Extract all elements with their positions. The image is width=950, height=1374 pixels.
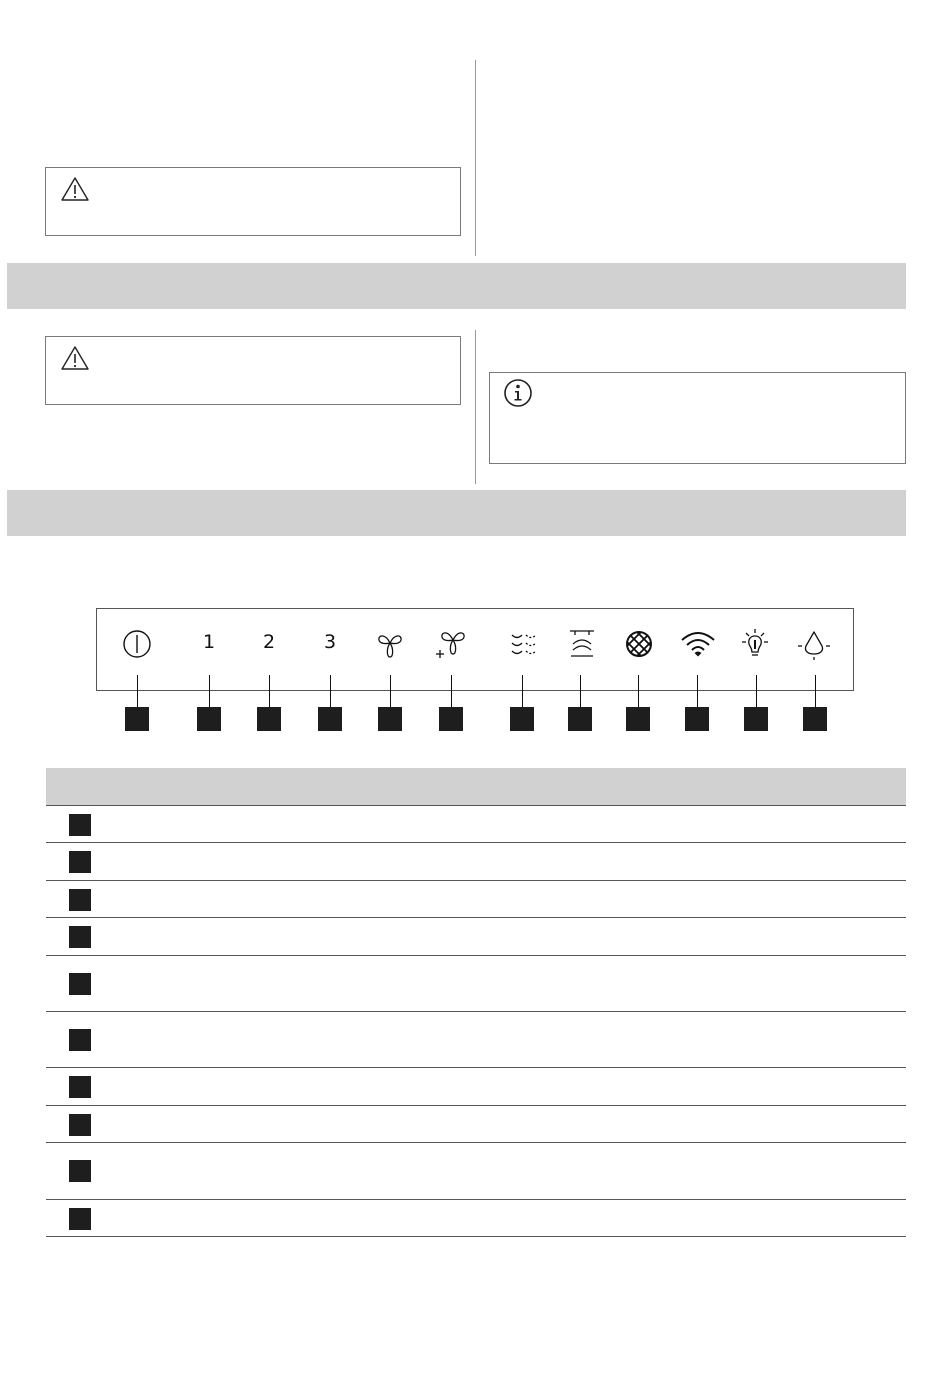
control-description-table <box>46 768 906 1237</box>
callout-line <box>451 675 452 707</box>
row-marker <box>69 889 91 911</box>
fan-boost-icon[interactable] <box>434 627 468 661</box>
callout-marker-5 <box>378 707 402 731</box>
callout-line <box>137 675 138 707</box>
wifi-icon[interactable] <box>679 629 717 659</box>
filter-grid-icon[interactable] <box>624 629 654 659</box>
fan-icon[interactable] <box>375 629 405 661</box>
warning-notice-2 <box>45 336 461 405</box>
callout-marker-11 <box>744 707 768 731</box>
table-row <box>46 1106 906 1143</box>
row-marker <box>69 973 91 995</box>
warning-triangle-icon <box>60 345 90 371</box>
row-marker <box>69 926 91 948</box>
fan-speed-2-button[interactable]: 2 <box>262 631 276 653</box>
callout-line <box>638 675 639 707</box>
callout-line <box>580 675 581 707</box>
table-row <box>46 1200 906 1237</box>
section-header-band-2 <box>7 490 906 536</box>
callout-line <box>269 675 270 707</box>
table-row <box>46 1143 906 1200</box>
row-marker <box>69 1076 91 1098</box>
table-row <box>46 1068 906 1106</box>
light-bulb-icon[interactable] <box>797 627 831 661</box>
column-divider-top <box>475 60 476 256</box>
callout-marker-8 <box>568 707 592 731</box>
callout-line <box>815 675 816 707</box>
column-divider-middle <box>475 330 476 484</box>
callout-line <box>522 675 523 707</box>
row-marker <box>69 814 91 836</box>
warning-notice-1 <box>45 167 461 236</box>
temperature-light-icon[interactable] <box>739 627 771 661</box>
info-circle-icon <box>502 377 534 409</box>
callout-marker-12 <box>803 707 827 731</box>
callout-marker-2 <box>197 707 221 731</box>
fan-speed-1-button[interactable]: 1 <box>202 631 216 653</box>
callout-marker-3 <box>257 707 281 731</box>
table-row <box>46 1012 906 1068</box>
table-row <box>46 843 906 881</box>
section-header-band-1 <box>7 263 906 309</box>
table-row <box>46 956 906 1012</box>
warning-triangle-icon <box>60 176 90 202</box>
hob-detection-icon[interactable] <box>567 627 597 659</box>
row-marker <box>69 851 91 873</box>
callout-line <box>697 675 698 707</box>
row-marker <box>69 1208 91 1230</box>
callout-marker-10 <box>685 707 709 731</box>
power-icon[interactable] <box>122 629 152 659</box>
callout-marker-4 <box>318 707 342 731</box>
row-marker <box>69 1160 91 1182</box>
callout-line <box>330 675 331 707</box>
row-marker <box>69 1114 91 1136</box>
callout-marker-9 <box>626 707 650 731</box>
row-marker <box>69 1029 91 1051</box>
table-header <box>46 768 906 806</box>
table-row <box>46 918 906 956</box>
callout-line <box>756 675 757 707</box>
fan-speed-3-button[interactable]: 3 <box>323 631 337 653</box>
callout-marker-6 <box>439 707 463 731</box>
table-row <box>46 881 906 918</box>
callout-marker-1 <box>125 707 149 731</box>
info-notice-1 <box>489 372 906 464</box>
callout-line <box>209 675 210 707</box>
callout-marker-7 <box>510 707 534 731</box>
odor-sensor-icon[interactable] <box>509 629 539 659</box>
table-row <box>46 806 906 843</box>
callout-line <box>390 675 391 707</box>
